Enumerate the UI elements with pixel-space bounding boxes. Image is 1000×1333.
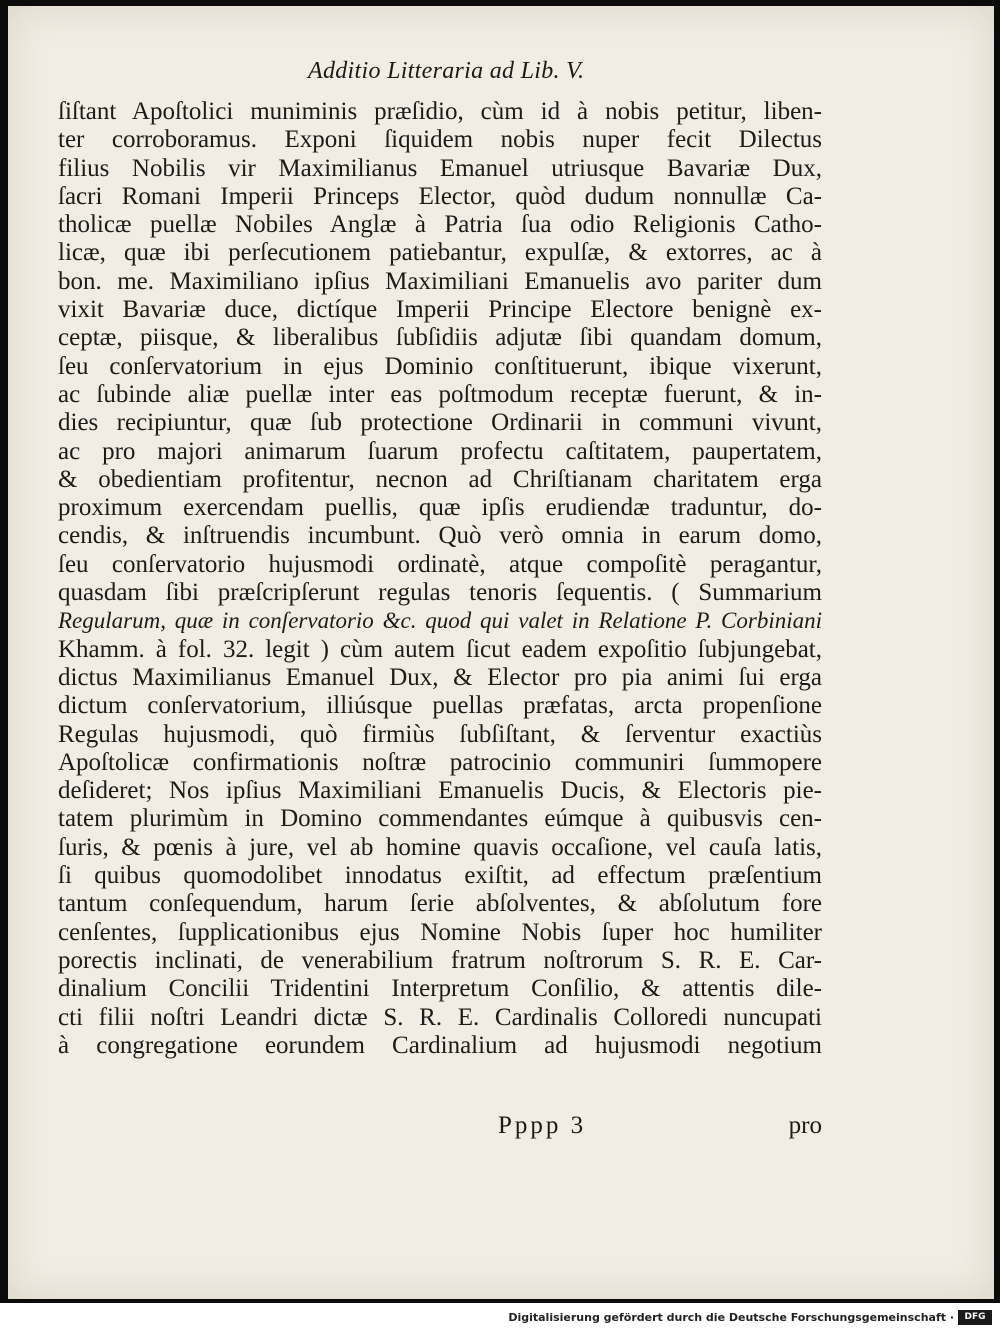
text-line: bon. me. Maximiliano ipſius Maximiliani Emanuelis avo pariter dum: [58, 267, 822, 295]
text-line: tatem plurimùm in Domino commendantes eúmque à quibusvis cen-: [58, 805, 822, 833]
text-line: ſuris, & pœnis à jure, vel ab homine quavis occaſione, vel cauſa latis,: [58, 833, 822, 861]
text-line: ceptæ, piisque, & liberalibus ſubſidiis adjutæ ſibi quandam domum,: [58, 324, 822, 352]
text-line: cti filii noſtri Leandri dictæ S. R. E. Cardinalis Colloredi nuncupati: [58, 1003, 822, 1031]
text-line: tantum conſequendum, harum ſerie abſolventes, & abſolutum fore: [58, 890, 822, 918]
text-line: à congregatione eorundem Cardinalium ad hujusmodi negotium: [58, 1031, 822, 1059]
text-line: ſiſtant Apoſtolici muniminis præſidio, cùm id à nobis petitur, liben-: [58, 98, 822, 125]
text-line: dictus Maximilianus Emanuel Dux, & Elector pro pia animi ſui erga: [58, 663, 822, 691]
signature-mark: Pppp 3: [498, 1112, 587, 1139]
dfg-logo: DFG: [958, 1310, 992, 1325]
text-line: proximum exercendam puellis, quæ ipſis erudiendæ traduntur, do-: [58, 494, 822, 522]
text-line: cendis, & inſtruendis incumbunt. Quò verò omnia in earum domo,: [58, 522, 822, 550]
text-line: ſeu conſervatorium in ejus Dominio conſtituerunt, ibique vixerunt,: [58, 352, 822, 380]
text-line: Khamm. à fol. 32. legit ) cùm autem ſicut eadem expoſitio ſubjungebat,: [58, 635, 822, 663]
text-line: dinalium Concilii Tridentini Interpretum Conſilio, & attentis dile-: [58, 975, 822, 1003]
book-page: [8, 6, 994, 1299]
text-line: ac ſubinde aliæ puellæ inter eas poſtmodum receptæ fuerunt, & in-: [58, 380, 822, 408]
text-line: quasdam ſibi præſcripſerunt regulas tenoris ſequentis. ( Summarium: [58, 579, 822, 607]
text-line: deſideret; Nos ipſius Maximiliani Emanuelis Ducis, & Electoris pie-: [58, 777, 822, 805]
text-line: & obedientiam profitentur, necnon ad Chriſtianam charitatem erga: [58, 465, 822, 493]
text-line: filius Nobilis vir Maximilianus Emanuel utriusque Bavariæ Dux,: [58, 154, 822, 182]
text-line: licæ, quæ ibi perſecutionem patiebantur, expulſæ, & extorres, ac à: [58, 239, 822, 267]
text-line: ac pro majori animarum ſuarum profectu caſtitatem, paupertatem,: [58, 437, 822, 465]
funding-notice: Digitalisierung gefördert durch die Deutsche Forschungsgemeinschaft ·: [508, 1311, 954, 1324]
text-line: ter corroboramus. Exponi ſiquidem nobis nuper fecit Dilectus: [58, 126, 822, 154]
page-footer: [58, 1112, 822, 1144]
body-text: [58, 98, 822, 1060]
text-line: ſi quibus quomodolibet innodatus exiſtit, ad effectum præſentium: [58, 862, 822, 890]
text-line: Regulas hujusmodi, quò firmiùs ſubſiſtant, & ſerventur exactiùs: [58, 720, 822, 748]
text-line: tholicæ puellæ Nobiles Anglæ à Patria ſua odio Religionis Catho-: [58, 211, 822, 239]
text-line: dictum conſervatorium, illiúsque puellas præfatas, arcta propenſione: [58, 692, 822, 720]
text-line: Apoſtolicæ confirmationis noſtræ patrocinio communiri ſummopere: [58, 748, 822, 776]
running-header: Additio Litteraria ad Lib. V.: [308, 58, 585, 84]
catchword: pro: [788, 1112, 822, 1139]
text-line: cenſentes, ſupplicationibus ejus Nomine Nobis ſuper hoc humiliter: [58, 918, 822, 946]
text-line: ſacri Romani Imperii Princeps Elector, quòd dudum nonnullæ Ca-: [58, 182, 822, 210]
text-line: Regularum, quæ in conſervatorio &c. quod qui valet in Relatione P. Corbiniani: [58, 608, 822, 634]
text-line: vixit Bavariæ duce, dictíque Imperii Principe Electore benignè ex-: [58, 296, 822, 324]
funding-bar: [0, 1303, 1000, 1333]
text-line: porectis inclinati, de venerabilium fratrum noſtrorum S. R. E. Car-: [58, 946, 822, 974]
text-line: ſeu conſervatorio hujusmodi ordinatè, atque compoſitè peragantur,: [58, 550, 822, 578]
text-line: dies recipiuntur, quæ ſub protectione Ordinarii in communi vivunt,: [58, 409, 822, 437]
